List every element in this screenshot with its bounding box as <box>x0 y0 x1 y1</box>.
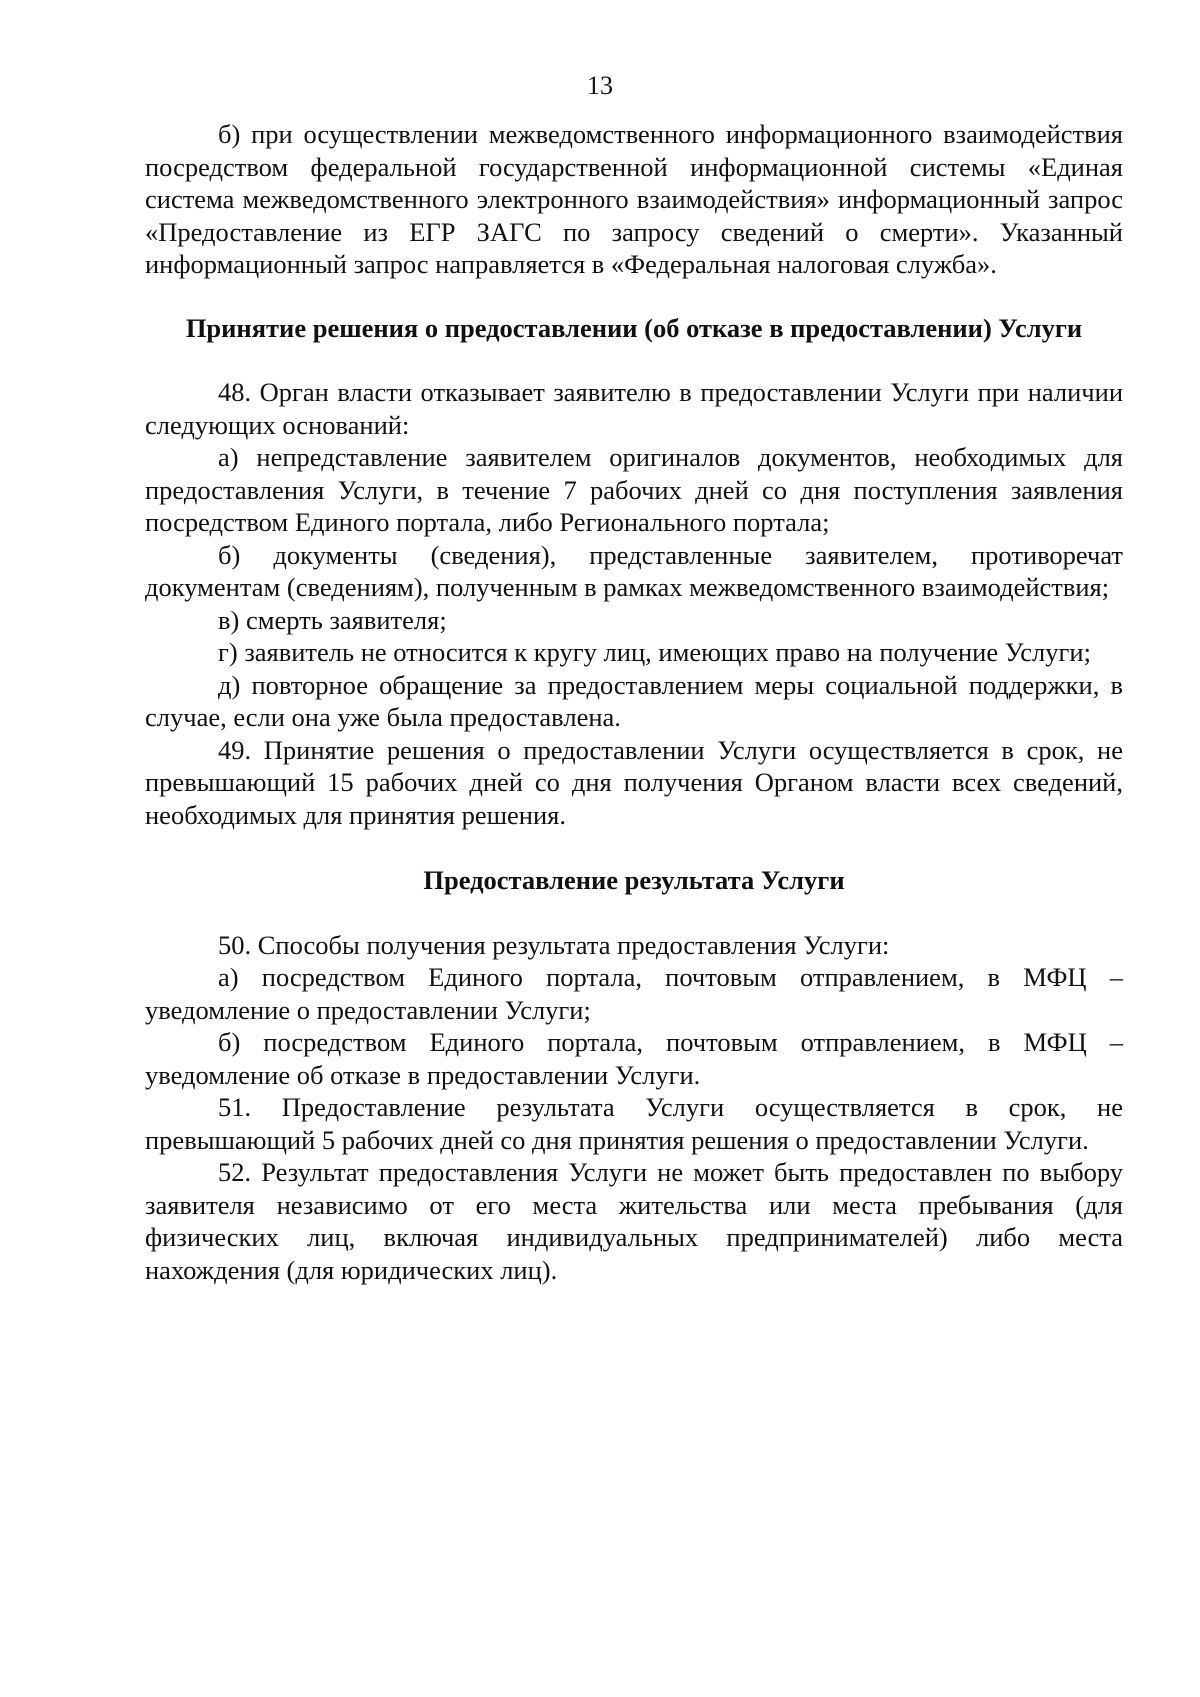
paragraph-47b: б) при осуществлении межведомственного информационного взаимодействия посредством федеральной государственной информационной системы «Единая система межведомственного электронного взаимодействия» информационный запрос «Предоставление из ЕГР ЗАГС по запросу сведений о смерти». Указанный информационный запрос направляется в «Федеральная налоговая служба». <box>145 119 1123 279</box>
page-number: 13 <box>587 71 613 100</box>
heading-result: Предоставление результата Услуги <box>423 865 845 895</box>
paragraph-49: 49. Принятие решения о предоставлении Услуги осуществляется в срок, не превышающий 15 рабочих дней со дня получения Органом власти всех сведений, необходимых для принятия решения. <box>145 734 1123 830</box>
paragraph-48: 48. Орган власти отказывает заявителю в предоставлении Услуги при наличии следующих оснований: <box>145 377 1123 440</box>
paragraph-52: 52. Результат предоставления Услуги не может быть предоставлен по выбору заявителя независимо от его места жительства или места пребывания (для физических лиц, включая индивидуальных предпринимателей) либо места нахождения (для юридических лиц). <box>145 1157 1123 1285</box>
paragraph-51: 51. Предоставление результата Услуги осуществляется в срок, не превышающий 5 рабочих дней со дня принятия решения о предоставлении Услуги. <box>145 1092 1123 1155</box>
paragraph-48v: в) смерть заявителя; <box>218 604 447 635</box>
paragraph-48b: б) документы (сведения), представленные заявителем, противоречат документам (сведениям), полученным в рамках межведомственного взаимодействия; <box>145 539 1123 602</box>
paragraph-48d: д) повторное обращение за предоставлением меры социальной поддержки, в случае, если она уже была предоставлена. <box>145 669 1123 732</box>
paragraph-50b: б) посредством Единого портала, почтовым отправлением, в МФЦ – уведомление об отказе в предоставлении Услуги. <box>145 1027 1123 1090</box>
document-body <box>145 118 1123 1286</box>
paragraph-48g: г) заявитель не относится к кругу лиц, имеющих право на получение Услуги; <box>218 637 1091 667</box>
paragraph-50: 50. Способы получения результата предоставления Услуги: <box>218 929 890 960</box>
heading-decision: Принятие решения о предоставлении (об отказе в предоставлении) Услуги <box>185 312 1083 343</box>
paragraph-48a: а) непредставление заявителем оригиналов документов, необходимых для предоставления Услуги, в течение 7 рабочих дней со дня поступления заявления посредством Единого портала, либо Регионального портала; <box>145 442 1123 537</box>
paragraph-50a: а) посредством Единого портала, почтовым отправлением, в МФЦ – уведомление о предоставлении Услуги; <box>145 962 1123 1025</box>
